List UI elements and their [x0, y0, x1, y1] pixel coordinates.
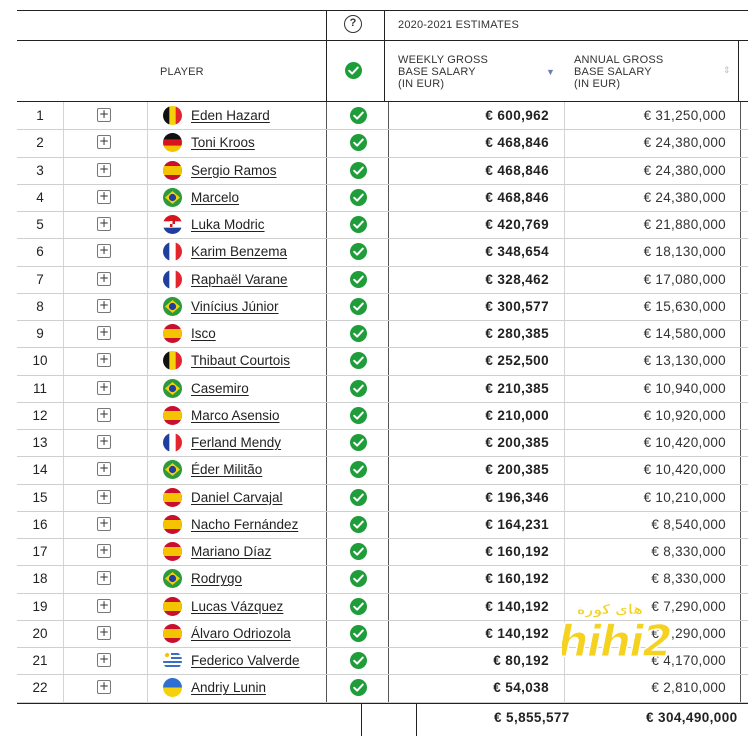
weekly-salary: € 328,462: [485, 271, 549, 287]
expand-row-button[interactable]: +: [98, 461, 110, 476]
table-row: [17, 238, 748, 265]
weekly-salary: € 468,846: [485, 135, 549, 151]
annual-salary: € 8,540,000: [651, 516, 726, 532]
expand-row-button[interactable]: +: [98, 406, 110, 421]
weekly-header-line-1: WEEKLY GROSS: [398, 54, 489, 66]
rank-number: 7: [36, 271, 44, 287]
spain-flag-icon: [163, 542, 182, 561]
player-name-link[interactable]: Daniel Carvajal: [191, 489, 283, 505]
player-column-header[interactable]: PLAYER: [160, 66, 204, 78]
rank-number: 6: [36, 244, 44, 260]
check-icon: [350, 489, 367, 506]
expand-row-button[interactable]: +: [98, 243, 110, 258]
rank-number: 14: [32, 462, 48, 478]
belgium-flag-icon: [163, 106, 182, 125]
table-row: [17, 429, 748, 456]
header-mid-border: [17, 40, 748, 41]
svg-text:hihi2: hihi2: [562, 616, 671, 666]
help-icon[interactable]: ?: [344, 15, 362, 33]
weekly-header-line-3: (IN EUR): [398, 78, 445, 90]
check-icon: [350, 625, 367, 642]
weekly-salary: € 200,385: [485, 462, 549, 478]
spain-flag-icon: [163, 624, 182, 643]
weekly-salary: € 210,385: [485, 380, 549, 396]
svg-text:هاي كورة: هاي كورة: [577, 602, 643, 618]
header-top-border: [17, 10, 748, 11]
rank-number: 10: [32, 353, 48, 369]
footer-divider-2: [416, 703, 417, 736]
table-row: [17, 456, 748, 483]
player-name-link[interactable]: Thibaut Courtois: [191, 353, 291, 369]
expand-row-button[interactable]: +: [98, 543, 110, 557]
rank-number: 4: [36, 189, 44, 205]
player-name-link[interactable]: Karim Benzema: [191, 244, 288, 260]
check-icon: [350, 243, 367, 260]
weekly-salary: € 468,846: [485, 162, 549, 178]
player-name-link[interactable]: Álvaro Odriozola: [191, 625, 291, 641]
expand-row-button[interactable]: +: [98, 352, 110, 367]
check-icon: [350, 134, 367, 151]
spain-flag-icon: [163, 406, 182, 425]
weekly-salary: € 600,962: [485, 108, 549, 123]
table-row: [17, 347, 748, 374]
expand-row-button[interactable]: +: [98, 134, 110, 149]
annual-salary: € 15,630,000: [643, 298, 726, 314]
player-name-link[interactable]: Marcelo: [191, 189, 240, 205]
annual-salary: € 24,380,000: [643, 189, 726, 205]
weekly-salary: € 300,577: [485, 298, 549, 314]
rank-number: 8: [36, 298, 44, 314]
annual-salary: € 10,940,000: [643, 380, 726, 396]
spain-flag-icon: [163, 324, 182, 343]
check-icon: [350, 570, 367, 587]
annual-salary: € 10,420,000: [643, 462, 726, 478]
rank-number: 20: [32, 625, 48, 641]
player-name-link[interactable]: Marco Asensio: [191, 407, 280, 423]
table-row: [17, 565, 748, 592]
croatia-flag-icon: [163, 215, 182, 234]
weekly-salary: € 252,500: [485, 353, 549, 369]
expand-row-button[interactable]: +: [98, 570, 110, 585]
expand-row-button[interactable]: +: [98, 270, 110, 285]
france-flag-icon: [163, 270, 182, 289]
table-row: [17, 484, 748, 511]
annual-salary: € 8,330,000: [651, 571, 726, 587]
weekly-salary: € 348,654: [485, 244, 549, 260]
expand-row-button[interactable]: +: [98, 379, 110, 394]
annual-salary: € 10,920,000: [643, 407, 726, 423]
weekly-salary: € 200,385: [485, 435, 549, 450]
rank-number: 15: [32, 489, 48, 505]
expand-row-button[interactable]: +: [98, 188, 110, 203]
annual-salary: € 7,290,000: [651, 625, 726, 641]
spain-flag-icon: [163, 488, 182, 507]
france-flag-icon: [163, 242, 182, 261]
expand-row-button[interactable]: +: [98, 652, 110, 666]
annual-salary: € 24,380,000: [643, 162, 726, 178]
weekly-salary: € 280,385: [485, 326, 549, 341]
spain-flag-icon: [163, 597, 182, 616]
player-name-link[interactable]: Lucas Vázquez: [191, 598, 284, 614]
rank-number: 22: [32, 680, 48, 696]
player-name-link[interactable]: Eden Hazard: [191, 108, 270, 123]
weekly-total: € 5,855,577: [494, 710, 570, 725]
weekly-salary: € 196,346: [485, 489, 549, 505]
site-watermark: [562, 598, 672, 666]
player-name-link[interactable]: Sergio Ramos: [191, 162, 277, 178]
expand-row-button[interactable]: +: [98, 515, 110, 530]
brazil-flag-icon: [163, 297, 182, 316]
check-icon: [350, 434, 367, 451]
table-row: [17, 184, 748, 211]
rank-number: 1: [36, 108, 44, 123]
rank-number: 5: [36, 217, 44, 232]
uruguay-flag-icon: [163, 651, 182, 670]
brazil-flag-icon: [163, 569, 182, 588]
header-check-icon: [345, 62, 362, 79]
check-icon: [350, 352, 367, 369]
player-name-link[interactable]: Isco: [191, 326, 216, 341]
footer-divider-1: [361, 703, 362, 736]
expand-row-button[interactable]: +: [98, 216, 110, 230]
check-icon: [350, 652, 367, 669]
player-name-link[interactable]: Éder Militão: [191, 462, 263, 478]
check-icon: [350, 543, 367, 560]
table-row: [17, 129, 748, 156]
brazil-flag-icon: [163, 460, 182, 479]
check-icon: [350, 679, 367, 696]
check-icon: [350, 107, 367, 124]
sort-neutral-icon[interactable]: ⇕: [723, 65, 731, 75]
annual-salary: € 7,290,000: [651, 598, 726, 614]
check-icon: [350, 598, 367, 615]
germany-flag-icon: [163, 133, 182, 152]
check-icon: [350, 189, 367, 206]
table-row: [17, 211, 748, 238]
weekly-salary: € 160,192: [485, 544, 549, 559]
brazil-flag-icon: [163, 379, 182, 398]
table-row: [17, 674, 748, 701]
rank-number: 13: [32, 435, 48, 450]
weekly-header-line-2: BASE SALARY: [398, 66, 476, 78]
annual-salary: € 10,420,000: [643, 435, 726, 450]
table-row: [17, 320, 748, 347]
player-name-link[interactable]: Rodrygo: [191, 571, 243, 587]
annual-header-line-2: BASE SALARY: [574, 66, 652, 78]
header-divider-3: [738, 40, 739, 102]
expand-row-button[interactable]: +: [98, 107, 110, 121]
annual-salary: € 13,130,000: [643, 353, 726, 369]
header-divider-1: [326, 10, 327, 102]
check-icon: [350, 516, 367, 533]
player-name-link[interactable]: Casemiro: [191, 380, 249, 396]
annual-salary: € 17,080,000: [643, 271, 726, 287]
spain-flag-icon: [163, 161, 182, 180]
annual-salary: € 31,250,000: [643, 108, 726, 123]
header-divider-2: [384, 10, 385, 102]
check-icon: [350, 380, 367, 397]
expand-row-button[interactable]: +: [98, 297, 110, 312]
rank-number: 9: [36, 326, 44, 341]
footer-border: [17, 703, 748, 704]
rank-number: 12: [32, 407, 48, 423]
table-row: [17, 293, 748, 320]
weekly-salary: € 54,038: [493, 680, 549, 696]
player-name-link[interactable]: Andriy Lunin: [191, 680, 267, 696]
annual-salary: € 8,330,000: [651, 544, 726, 559]
sort-descending-icon[interactable]: ▼: [546, 67, 555, 77]
annual-salary: € 14,580,000: [643, 326, 726, 341]
player-name-link[interactable]: Federico Valverde: [191, 653, 300, 668]
estimates-label: 2020-2021 ESTIMATES: [398, 19, 519, 31]
weekly-salary: € 164,231: [485, 516, 549, 532]
check-icon: [350, 461, 367, 478]
expand-row-button[interactable]: +: [98, 624, 110, 639]
ukraine-flag-icon: [163, 678, 182, 697]
brazil-flag-icon: [163, 188, 182, 207]
annual-salary: € 24,380,000: [643, 135, 726, 151]
rank-number: 16: [32, 516, 48, 532]
table-row: [17, 375, 748, 402]
expand-row-button[interactable]: +: [98, 488, 110, 503]
check-icon: [350, 325, 367, 342]
player-name-link[interactable]: Ferland Mendy: [191, 435, 282, 450]
rank-number: 11: [32, 380, 47, 396]
rank-number: 18: [32, 571, 48, 587]
player-name-link[interactable]: Mariano Díaz: [191, 544, 272, 559]
weekly-salary: € 140,192: [485, 625, 549, 641]
player-name-link[interactable]: Vinícius Júnior: [191, 298, 279, 314]
annual-salary: € 10,210,000: [643, 489, 726, 505]
weekly-salary: € 468,846: [485, 189, 549, 205]
rank-number: 17: [32, 544, 48, 559]
table-row: [17, 538, 748, 565]
expand-row-button[interactable]: +: [98, 325, 110, 339]
rank-number: 2: [36, 135, 44, 151]
table-row: [17, 511, 748, 538]
player-name-link[interactable]: Raphaël Varane: [191, 271, 288, 287]
expand-row-button[interactable]: +: [98, 679, 110, 694]
player-name-link[interactable]: Nacho Fernández: [191, 516, 299, 532]
table-row: [17, 266, 748, 293]
weekly-salary: € 210,000: [485, 407, 549, 423]
check-icon: [350, 271, 367, 288]
spain-flag-icon: [163, 515, 182, 534]
annual-salary: € 21,880,000: [643, 217, 726, 232]
rank-number: 19: [32, 598, 48, 614]
table-row: [17, 402, 748, 429]
check-icon: [350, 407, 367, 424]
table-row: [17, 102, 748, 129]
check-icon: [350, 216, 367, 233]
player-name-link[interactable]: Luka Modric: [191, 217, 265, 232]
weekly-salary: € 140,192: [485, 598, 549, 614]
expand-row-button[interactable]: +: [98, 597, 110, 612]
annual-header-line-3: (IN EUR): [574, 78, 621, 90]
annual-total: € 304,490,000: [646, 710, 738, 725]
france-flag-icon: [163, 433, 182, 452]
annual-salary: € 18,130,000: [643, 244, 726, 260]
player-name-link[interactable]: Toni Kroos: [191, 135, 255, 151]
weekly-salary: € 80,192: [493, 653, 549, 668]
annual-salary: € 2,810,000: [651, 680, 726, 696]
annual-salary: € 4,170,000: [651, 653, 726, 668]
annual-header-line-1: ANNUAL GROSS: [574, 54, 664, 66]
expand-row-button[interactable]: +: [98, 434, 110, 448]
weekly-salary: € 420,769: [485, 217, 549, 232]
rank-number: 21: [32, 653, 48, 668]
belgium-flag-icon: [163, 351, 182, 370]
expand-row-button[interactable]: +: [98, 161, 110, 176]
table-row: [17, 157, 748, 184]
check-icon: [350, 298, 367, 315]
weekly-salary: € 160,192: [485, 571, 549, 587]
rank-number: 3: [36, 162, 44, 178]
check-icon: [350, 162, 367, 179]
